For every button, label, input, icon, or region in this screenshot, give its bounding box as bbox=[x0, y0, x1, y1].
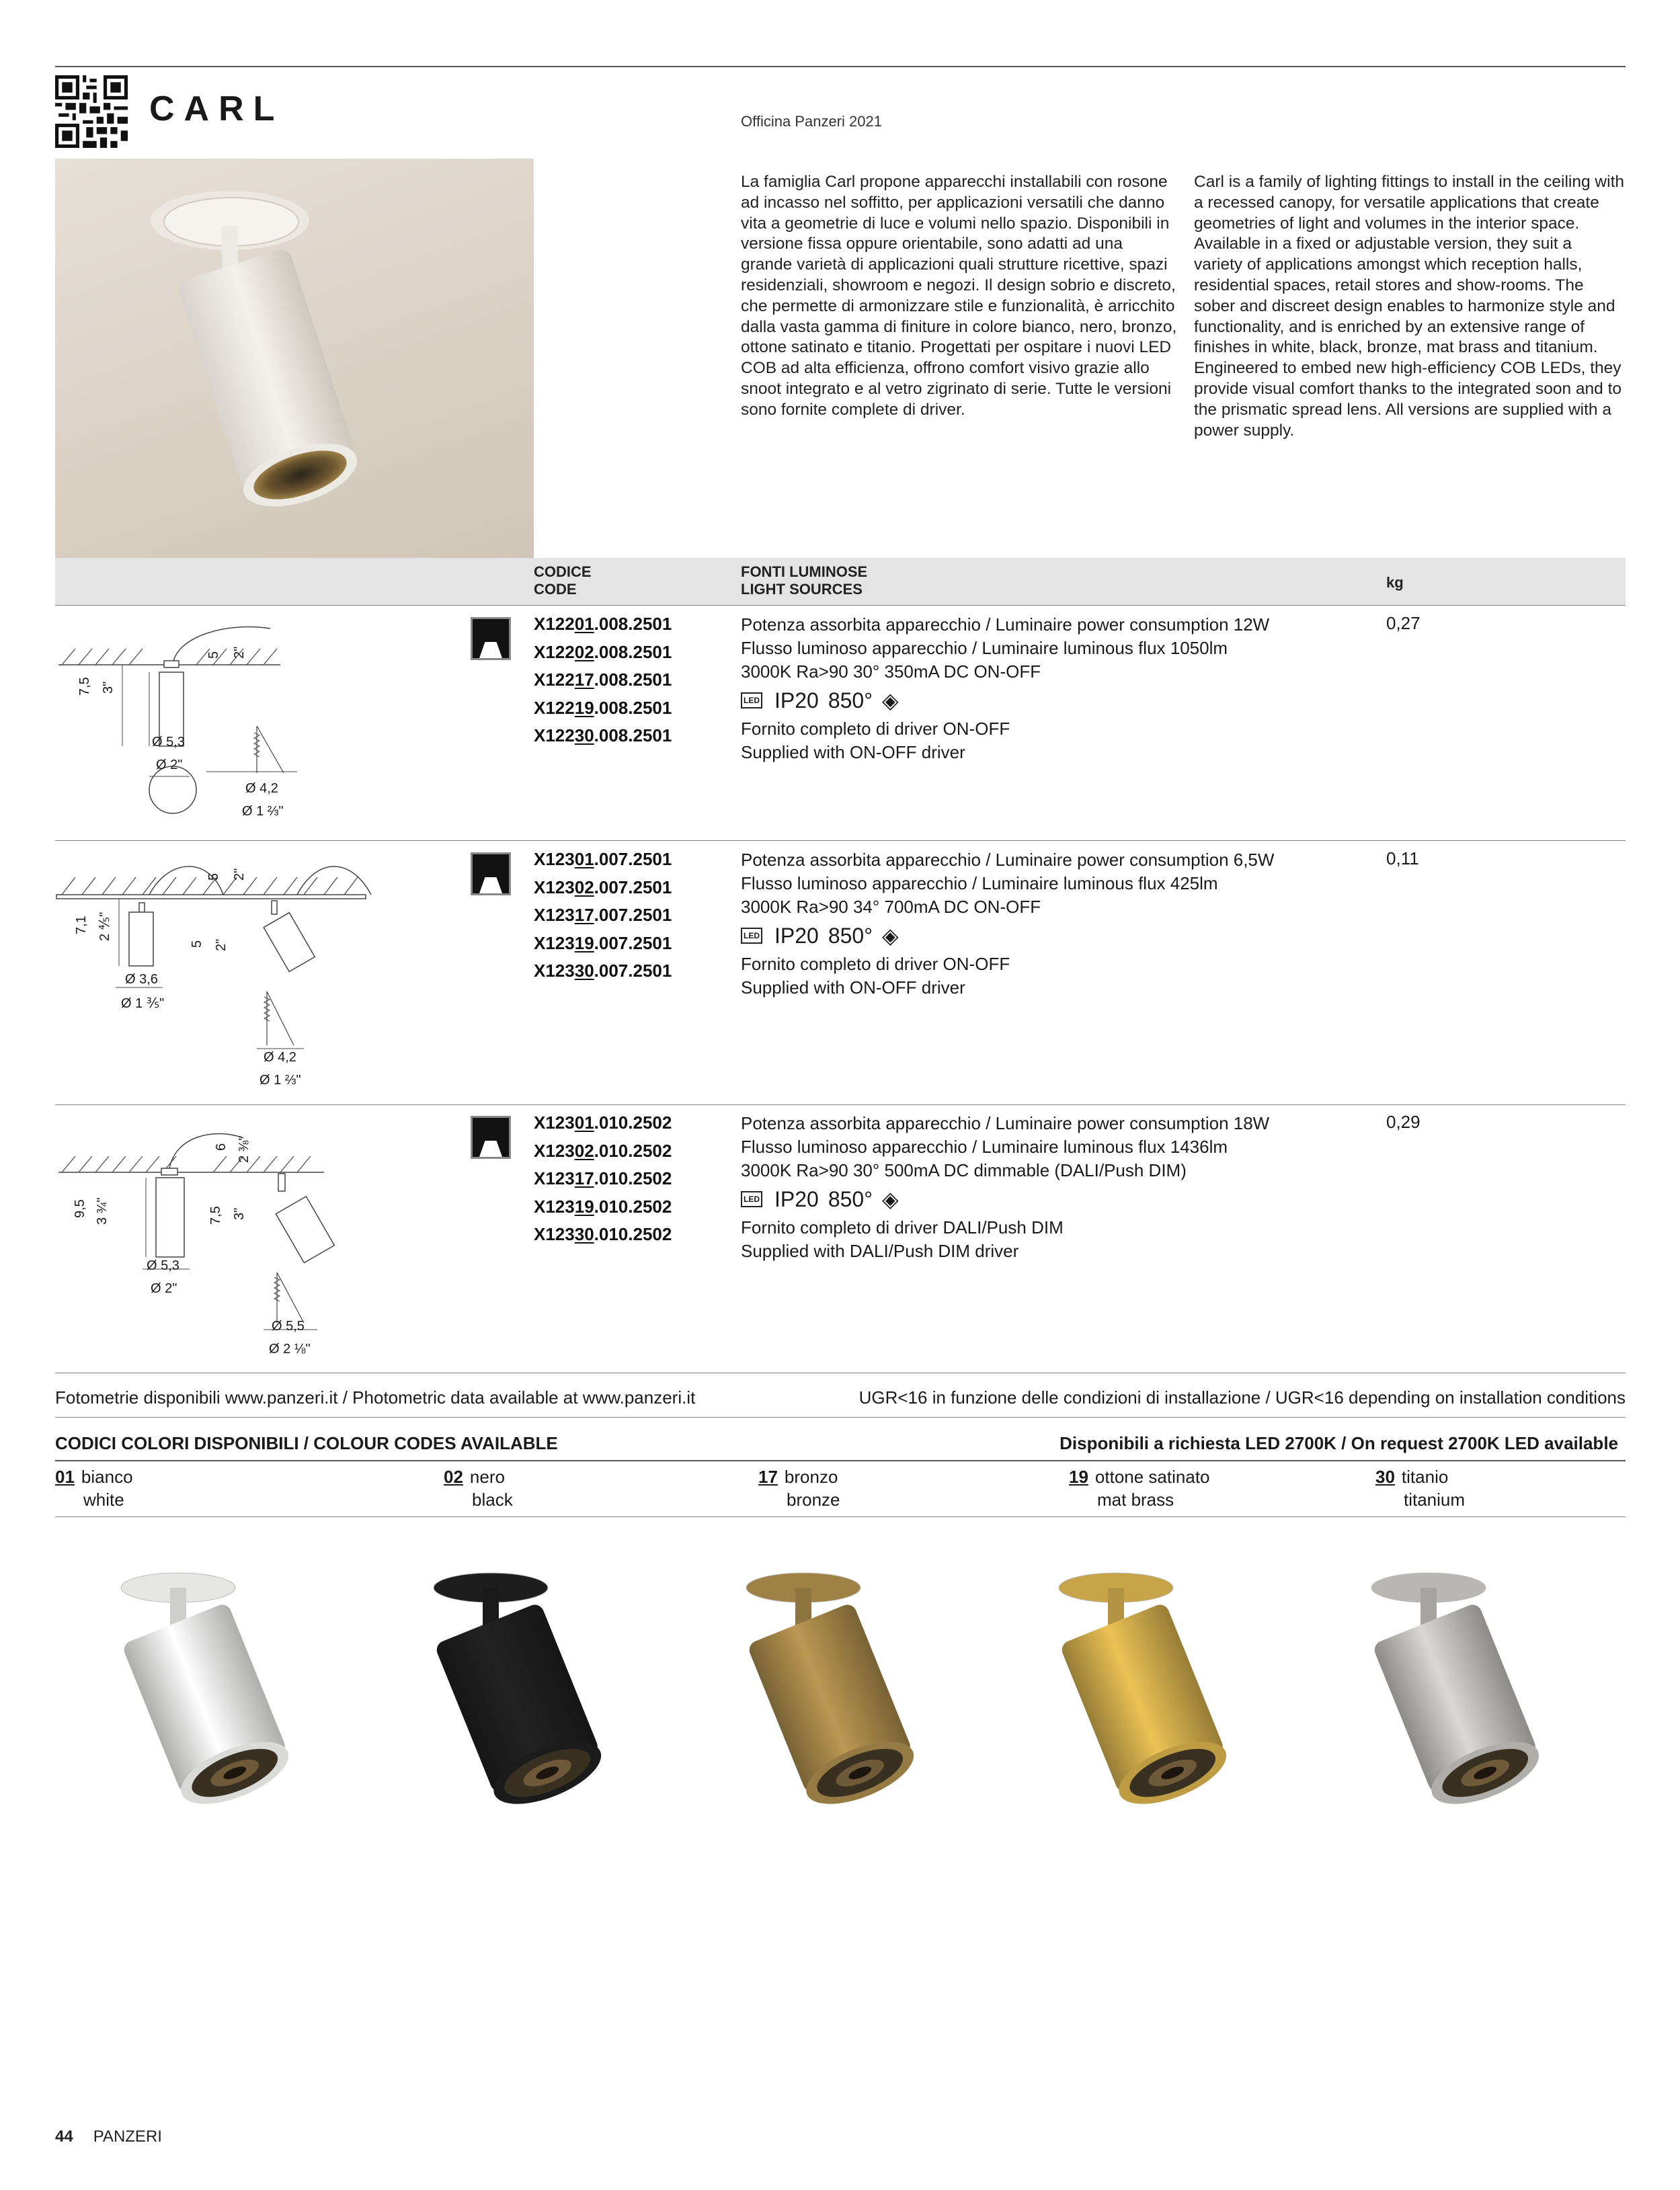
colour-item-black: 02 nero black bbox=[444, 1467, 513, 1510]
product-finish-titanium bbox=[1328, 1566, 1570, 1808]
weight-row-3: 0,29 bbox=[1386, 1112, 1421, 1132]
code-item[interactable]: X12317.010.2502 bbox=[534, 1168, 672, 1188]
glow-wire-rating: 850° bbox=[828, 1186, 873, 1211]
dim-height-arm-inch: 2" bbox=[214, 938, 229, 951]
dim-diameter-body: Ø 3,6 bbox=[125, 972, 158, 987]
code-item[interactable]: X12201.008.2501 bbox=[534, 614, 672, 634]
rating-icons bbox=[741, 684, 1269, 717]
glow-wire-rating: 850° bbox=[828, 688, 873, 713]
dim-diameter-hole-inch: Ø 1 ⅔" bbox=[259, 1073, 301, 1088]
product-name: CARL bbox=[149, 89, 284, 128]
colour-item-titanium: 30 titanio titanium bbox=[1375, 1467, 1466, 1510]
ip-rating: IP20 bbox=[774, 1186, 819, 1211]
dim-height-canopy: 6 bbox=[214, 1143, 229, 1151]
dim-diameter-hole: Ø 4,2 bbox=[264, 1050, 296, 1065]
column-header-weight: kg bbox=[1386, 574, 1404, 591]
top-rule bbox=[55, 66, 1626, 67]
dim-height-canopy: 5 bbox=[206, 873, 221, 881]
dim-diameter-body: Ø 5,3 bbox=[152, 735, 185, 749]
colour-codes-title: CODICI COLORI DISPONIBILI / COLOUR CODES AVAILABLE bbox=[55, 1433, 558, 1453]
codes-row-3 bbox=[534, 1109, 672, 1249]
on-request-note: Disponibili a richiesta LED 2700K / On request 2700K LED available bbox=[1059, 1433, 1618, 1453]
dim-height-total-inch: 3" bbox=[101, 681, 116, 694]
code-item[interactable]: X12202.008.2501 bbox=[534, 641, 672, 662]
colour-item-bronze: 17 bronzo bronze bbox=[758, 1467, 840, 1510]
code-item[interactable]: X12330.010.2502 bbox=[534, 1224, 672, 1244]
dim-diameter-body: Ø 5,3 bbox=[147, 1258, 179, 1273]
led-icon: LED bbox=[741, 1191, 762, 1207]
colours-rule bbox=[55, 1460, 1626, 1461]
product-finish-black bbox=[390, 1566, 632, 1808]
designer-credit: Officina Panzeri 2021 bbox=[741, 113, 882, 130]
dim-diameter-body-inch: Ø 2" bbox=[151, 1281, 177, 1296]
carl-luminaire-illustration bbox=[55, 159, 534, 558]
colour-item-white: 01 bianco white bbox=[55, 1467, 133, 1510]
dim-height-total: 7,5 bbox=[77, 677, 92, 696]
weight-row-1: 0,27 bbox=[1386, 613, 1421, 633]
dim-height-total: 7,1 bbox=[74, 916, 89, 934]
lamp-render bbox=[703, 1566, 945, 1808]
led-icon: LED bbox=[741, 928, 762, 944]
page-number: 44 bbox=[55, 2127, 73, 2146]
weight-row-2: 0,11 bbox=[1386, 848, 1419, 868]
lamp-render bbox=[1015, 1566, 1257, 1808]
row-divider bbox=[55, 1104, 1626, 1105]
dim-diameter-hole: Ø 5,5 bbox=[272, 1319, 305, 1334]
product-finish-mat-brass bbox=[1015, 1566, 1257, 1808]
dim-height-total-inch: 2 ⅘" bbox=[97, 911, 112, 941]
code-item[interactable]: X12230.008.2501 bbox=[534, 725, 672, 745]
code-item[interactable]: X12319.007.2501 bbox=[534, 932, 672, 953]
dim-diameter-hole-inch: Ø 2 ⅛" bbox=[269, 1342, 311, 1356]
dim-height-arm: 5 bbox=[190, 940, 204, 948]
dim-height-total: 9,5 bbox=[73, 1199, 87, 1218]
rating-icons bbox=[741, 919, 1274, 952]
class-diamond-icon: ◈ bbox=[882, 923, 899, 948]
beam-angle-icon bbox=[471, 617, 511, 660]
technical-drawing-row-1 bbox=[55, 608, 485, 830]
dim-diameter-hole-inch: Ø 1 ⅔" bbox=[242, 804, 284, 819]
colours-bottom-rule bbox=[55, 1516, 1626, 1517]
lamp-render bbox=[77, 1566, 319, 1808]
lamp-render bbox=[1328, 1566, 1570, 1808]
dim-height-canopy: 5 bbox=[206, 651, 221, 659]
codes-row-2 bbox=[534, 846, 672, 985]
footer-brand: PANZERI bbox=[93, 2127, 162, 2146]
lamp-render bbox=[390, 1566, 632, 1808]
code-item[interactable]: X12319.010.2502 bbox=[534, 1196, 672, 1217]
hero-photo bbox=[55, 159, 534, 558]
column-header-light-sources: FONTI LUMINOSE LIGHT SOURCES bbox=[741, 563, 868, 598]
code-item[interactable]: X12217.008.2501 bbox=[534, 670, 672, 690]
code-item[interactable]: X12330.007.2501 bbox=[534, 961, 672, 981]
spec-row-3: Potenza assorbita apparecchio / Luminaire power consumption 18W Flusso luminoso apparecchio / Luminaire luminous flux 1436lm 3000K Ra>90 30° 500mA DC dimmable (DALI/Push DIM) LED IP20 850° ◈ Fornito completo di driver DALI/Push DIM Supplied with DALI/Push DIM driver bbox=[741, 1113, 1270, 1261]
code-item[interactable]: X12301.007.2501 bbox=[534, 849, 672, 869]
page-footer bbox=[55, 2127, 162, 2146]
code-item[interactable]: X12302.007.2501 bbox=[534, 877, 672, 897]
colour-item-mat-brass: 19 ottone satinato mat brass bbox=[1069, 1467, 1210, 1510]
ip-rating: IP20 bbox=[774, 923, 819, 948]
dim-diameter-body-inch: Ø 1 ⅗" bbox=[121, 996, 165, 1011]
qr-code[interactable] bbox=[55, 75, 128, 148]
spec-row-2: Potenza assorbita apparecchio / Luminaire power consumption 6,5W Flusso luminoso apparecchio / Luminaire luminous flux 425lm 3000K Ra>90 34° 700mA DC ON-OFF LED IP20 850° ◈ Fornito completo di driver ON-OFF Supplied with ON-OFF driver bbox=[741, 850, 1275, 998]
description-english: Carl is a family of lighting fittings to install in the ceiling with a recessed canopy, for versatile applications that create geometries of light and volumes in the interior space. Available in a fixed or adjustable version, they suit a variety of applications amongst which reception halls, residential spaces, retail stores and show-rooms. The sober and discreet design enables to harmonize style and functionality, and is enriched by an extensive range of finishes in white, black, bronze, mat brass and titanium. Engineered to embed new high-efficiency COB LEDs, they provide visual comfort thanks to the integrated soon and to the prismatic spread lens. All versions are supplied with a power supply. bbox=[1194, 173, 1625, 440]
code-item[interactable]: X12301.010.2502 bbox=[534, 1112, 672, 1133]
dim-height-canopy-inch: 2" bbox=[232, 646, 247, 659]
beam-angle-icon bbox=[471, 1116, 511, 1159]
code-item[interactable]: X12302.010.2502 bbox=[534, 1140, 672, 1161]
dim-height-canopy-inch: 2 ⅜" bbox=[237, 1135, 251, 1163]
ugr-note: UGR<16 in funzione delle condizioni di installazione / UGR<16 depending on installation conditions bbox=[858, 1387, 1626, 1408]
product-finish-bronze bbox=[703, 1566, 945, 1808]
code-item[interactable]: X12317.007.2501 bbox=[534, 905, 672, 925]
class-diamond-icon: ◈ bbox=[882, 1186, 899, 1211]
product-finish-white bbox=[77, 1566, 319, 1808]
ip-rating: IP20 bbox=[774, 688, 819, 713]
column-header-code: CODICE CODE bbox=[534, 563, 592, 598]
table-header-rule bbox=[55, 605, 1626, 606]
description-italian: La famiglia Carl propone apparecchi installabili con rosone ad incasso nel soffitto, per applicazioni versatili che danno vita a geometrie di luce e volumi nello spazio. Disponibili in versione fissa oppure orientabile, sono adatti ad una grande varietà di applicazioni quali strutture ricettive, spazi residenziali, showroom e negozi. Il design sobrio e discreto, che permette di armonizzare stile e funzionalità, è arricchito dalla vasta gamma di finiture in colore bianco, nero, bronzo, ottone satinato e titanio. Progettati per ospitare i nuovi LED COB ad alta efficienza, offrono comfort visivo grazie allo snoot integrato e al vetro zigrinato di serie. Tutte le versioni sono fornite complete di driver. bbox=[741, 173, 1177, 419]
class-diamond-icon: ◈ bbox=[882, 688, 899, 713]
dim-diameter-body-inch: Ø 2" bbox=[156, 758, 183, 772]
rating-icons bbox=[741, 1182, 1269, 1216]
technical-drawing-row-3 bbox=[55, 1108, 485, 1377]
spec-row-1: Potenza assorbita apparecchio / Luminaire power consumption 12W Flusso luminoso apparecchio / Luminaire luminous flux 1050lm 3000K Ra>90 30° 350mA DC ON-OFF LED IP20 850° ◈ Fornito completo di driver ON-OFF Supplied with ON-OFF driver bbox=[741, 614, 1270, 762]
codes-row-1 bbox=[534, 610, 672, 750]
notes-divider bbox=[55, 1417, 1626, 1418]
code-item[interactable]: X12219.008.2501 bbox=[534, 697, 672, 718]
glow-wire-rating: 850° bbox=[828, 923, 873, 948]
dim-height-total-inch: 3 ¾" bbox=[95, 1197, 110, 1225]
beam-angle-icon bbox=[471, 852, 511, 895]
row-divider bbox=[55, 840, 1626, 841]
dim-height-arm-inch: 3" bbox=[232, 1207, 247, 1220]
dim-height-canopy-inch: 2" bbox=[232, 868, 247, 881]
led-icon: LED bbox=[741, 692, 762, 708]
dim-diameter-hole: Ø 4,2 bbox=[245, 781, 278, 796]
photometric-note: Fotometrie disponibili www.panzeri.it / Photometric data available at www.panzeri.it bbox=[55, 1387, 696, 1408]
dim-height-arm: 7,5 bbox=[208, 1206, 223, 1225]
